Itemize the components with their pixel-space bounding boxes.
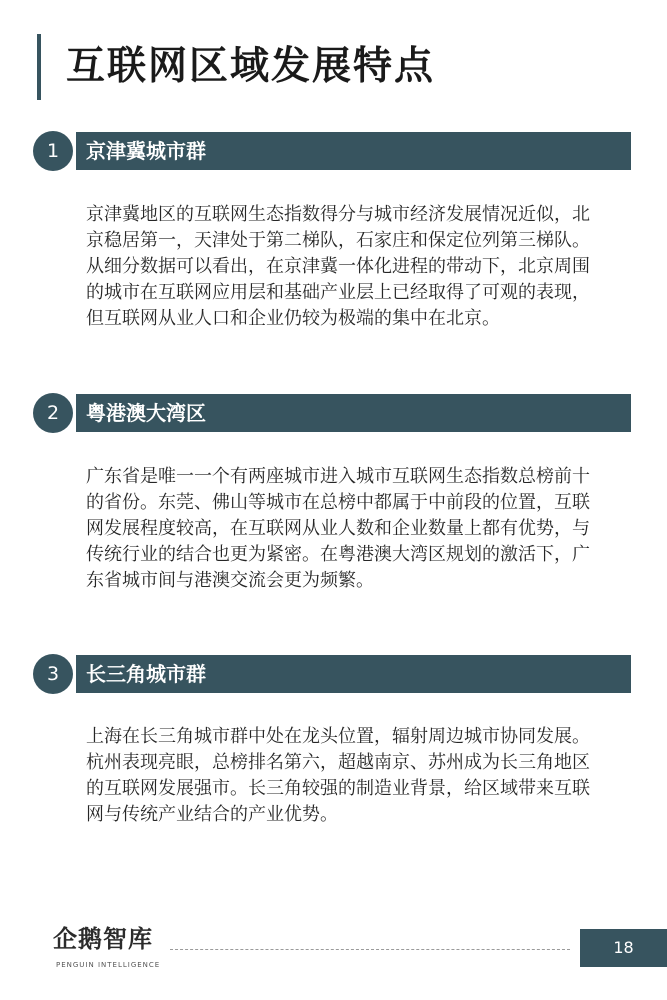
section-1-body: 京津冀地区的互联网生态指数得分与城市经济发展情况近似，北京稳居第一，天津处于第二梯队，石家庄和保定位列第三梯队。从细分数据可以看出，在京津冀一体化进程的带动下，北京周围的城市在互联网应用层和基础产业层上已经取得了可观的表现，但互联网从业人口和企业仍较为极端的集中在北京。 (86, 204, 590, 329)
title-accent-bar (37, 34, 41, 100)
section-2-body: 广东省是唯一一个有两座城市进入城市互联网生态指数总榜前十的省份。东莞、佛山等城市在总榜中都属于中前段的位置，互联网发展程度较高，在互联网从业人数和企业数量上都有优势，与传统行业的结合也更为紧密。在粤港澳大湾区规划的激活下，广东省城市间与港澳交流会更为频繁。 (86, 466, 590, 591)
section-3-heading: 长三角城市群 (86, 662, 206, 686)
page-number: 18 (613, 938, 634, 957)
section-1-number-badge: 1 (33, 131, 73, 171)
page-title: 互联网区域发展特点 (66, 44, 436, 89)
brand-logo-subtitle: PENGUIN INTELLIGENCE (56, 961, 161, 969)
section-2-number-badge: 2 (33, 393, 73, 433)
section-1-heading: 京津冀城市群 (86, 139, 206, 163)
brand-logo: 企鹅智库 (53, 925, 153, 953)
section-3-number-badge: 3 (33, 654, 73, 694)
section-3-body: 上海在长三角城市群中处在龙头位置，辐射周边城市协同发展。杭州表现亮眼，总榜排名第六，超越南京、苏州成为长三角地区的互联网发展强市。长三角较强的制造业背景，给区域带来互联网与传统产业结合的产业优势。 (86, 726, 590, 825)
section-2-heading: 粤港澳大湾区 (86, 401, 206, 425)
footer-dashed-rule (170, 949, 570, 950)
